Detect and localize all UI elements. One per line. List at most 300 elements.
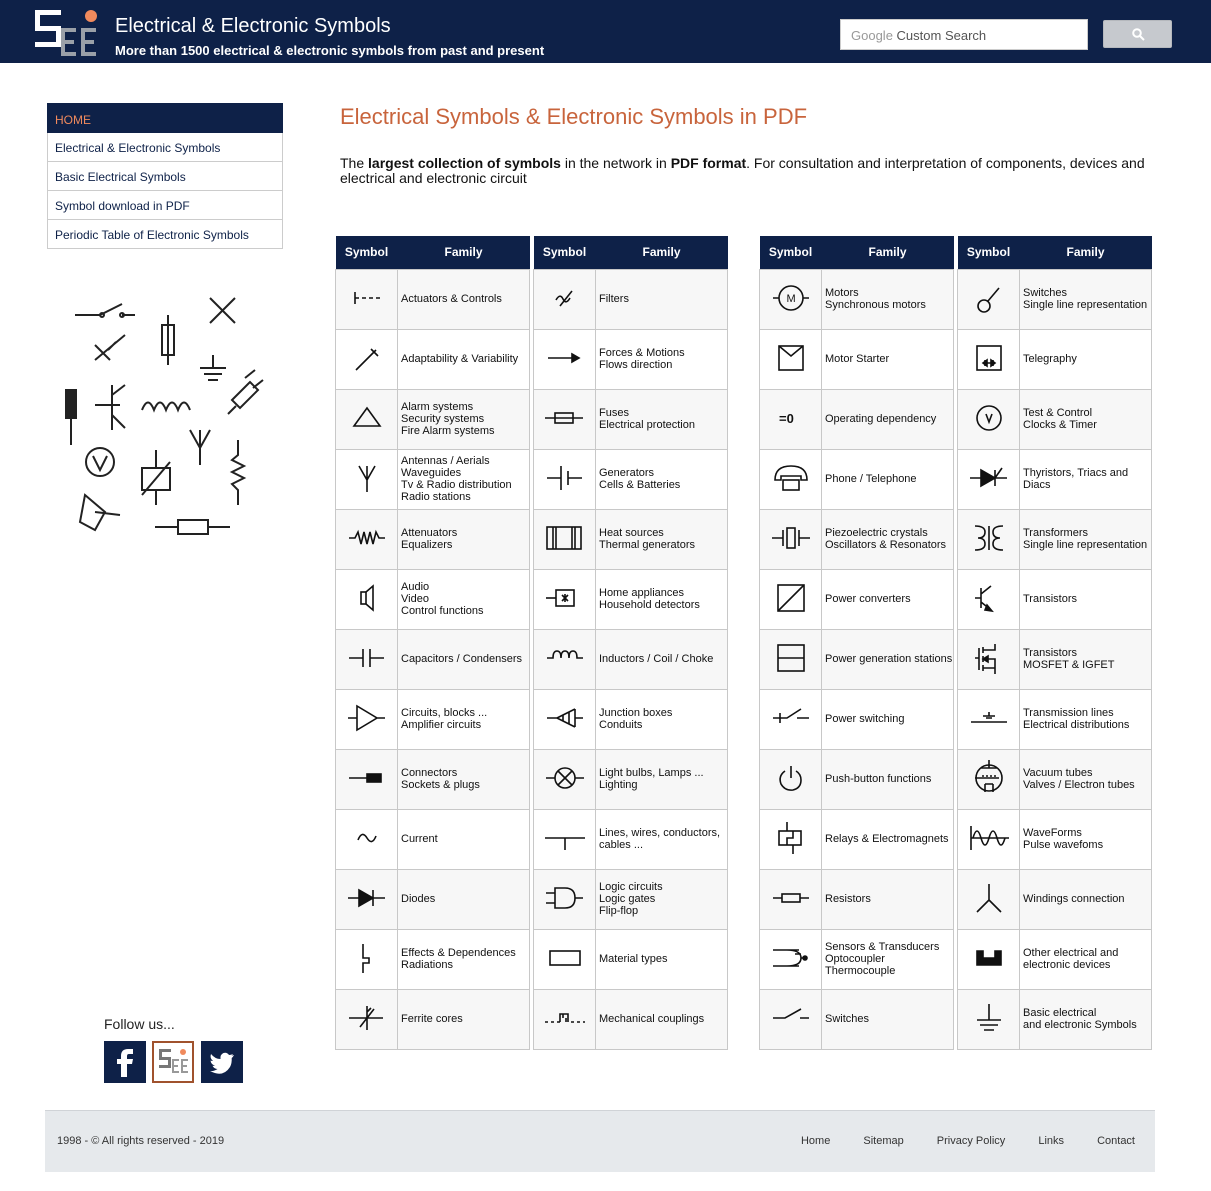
family-label: Telegraphy bbox=[1023, 353, 1077, 365]
family-label: Diacs bbox=[1023, 479, 1051, 491]
junction-icon bbox=[541, 698, 589, 738]
variability-icon bbox=[343, 338, 391, 378]
family-cell[interactable] bbox=[822, 389, 954, 449]
crystal-icon bbox=[767, 518, 815, 558]
symbol-cell[interactable] bbox=[534, 569, 596, 629]
material-icon bbox=[541, 938, 589, 978]
family-label: Connectors bbox=[401, 767, 458, 779]
family-cell[interactable] bbox=[398, 929, 530, 989]
motor-starter-icon bbox=[767, 338, 815, 378]
family-cell[interactable] bbox=[822, 869, 954, 929]
transmission-icon bbox=[965, 698, 1013, 738]
symbol-cell[interactable] bbox=[958, 329, 1020, 389]
family-label: Test & Control bbox=[1023, 407, 1093, 419]
symbol-row[interactable] bbox=[760, 389, 954, 449]
see-follow-button[interactable] bbox=[152, 1041, 194, 1083]
symbol-row[interactable] bbox=[336, 929, 530, 989]
speaker-icon bbox=[343, 578, 391, 618]
symbol-cell[interactable] bbox=[958, 809, 1020, 869]
family-label: Push-button functions bbox=[825, 773, 932, 785]
windings-icon bbox=[965, 878, 1013, 918]
symbol-row[interactable] bbox=[958, 449, 1152, 509]
family-cell[interactable] bbox=[596, 509, 728, 569]
symbol-cell[interactable] bbox=[760, 269, 822, 329]
effects-icon bbox=[343, 938, 391, 978]
symbol-cell[interactable] bbox=[336, 629, 398, 689]
symbol-row[interactable] bbox=[336, 749, 530, 809]
family-label: Forces & Motions bbox=[599, 347, 685, 359]
family-label: Material types bbox=[599, 953, 668, 965]
family-label: Conduits bbox=[599, 719, 643, 731]
family-cell[interactable] bbox=[596, 929, 728, 989]
header-family: Family bbox=[398, 236, 530, 269]
symbol-cell[interactable] bbox=[336, 569, 398, 629]
family-label: Control functions bbox=[401, 605, 484, 617]
symbol-row[interactable] bbox=[958, 989, 1152, 1049]
symbol-table-1 bbox=[335, 236, 530, 1050]
symbol-cell[interactable] bbox=[760, 929, 822, 989]
symbol-row[interactable] bbox=[958, 749, 1152, 809]
symbol-row[interactable] bbox=[958, 689, 1152, 749]
dependency-icon bbox=[767, 398, 815, 438]
symbol-cell[interactable] bbox=[336, 269, 398, 329]
family-cell[interactable] bbox=[1020, 449, 1152, 509]
generation-icon bbox=[767, 638, 815, 678]
symbol-row[interactable] bbox=[336, 629, 530, 689]
family-cell[interactable] bbox=[822, 929, 954, 989]
symbol-cell[interactable] bbox=[760, 569, 822, 629]
family-label: Tv & Radio distribution bbox=[401, 479, 512, 491]
symbol-row[interactable] bbox=[958, 629, 1152, 689]
symbol-row[interactable] bbox=[534, 629, 728, 689]
family-label: and electronic Symbols bbox=[1023, 1019, 1137, 1031]
mosfet-icon bbox=[965, 638, 1013, 678]
header-family: Family bbox=[1020, 236, 1152, 269]
family-cell[interactable] bbox=[1020, 629, 1152, 689]
symbol-cell[interactable] bbox=[760, 389, 822, 449]
single-switch-icon bbox=[965, 278, 1013, 318]
symbol-cell[interactable] bbox=[958, 629, 1020, 689]
ac-current-icon bbox=[343, 818, 391, 858]
family-cell[interactable] bbox=[596, 329, 728, 389]
family-label: Lighting bbox=[599, 779, 638, 791]
family-label: Attenuators bbox=[401, 527, 458, 539]
resistor-icon bbox=[767, 878, 815, 918]
family-label: Motor Starter bbox=[825, 353, 890, 365]
family-label: Filters bbox=[599, 293, 629, 305]
symbol-cell[interactable] bbox=[958, 929, 1020, 989]
family-cell[interactable] bbox=[1020, 329, 1152, 389]
symbol-table-header bbox=[534, 236, 728, 269]
family-cell[interactable] bbox=[596, 449, 728, 509]
thyristor-icon bbox=[965, 458, 1013, 498]
symbol-cell[interactable] bbox=[336, 329, 398, 389]
symbol-cell[interactable] bbox=[958, 749, 1020, 809]
sensor-icon bbox=[767, 938, 815, 978]
symbol-cell[interactable] bbox=[958, 269, 1020, 329]
facebook-button[interactable] bbox=[104, 1041, 146, 1083]
family-label: Radiations bbox=[401, 959, 453, 971]
other-icon bbox=[965, 938, 1013, 978]
family-cell[interactable] bbox=[596, 689, 728, 749]
symbol-row[interactable] bbox=[336, 569, 530, 629]
symbol-cell[interactable] bbox=[958, 389, 1020, 449]
family-cell[interactable] bbox=[1020, 929, 1152, 989]
family-label: Valves / Electron tubes bbox=[1023, 779, 1135, 791]
family-label: Fuses bbox=[599, 407, 629, 419]
footer-link-contact[interactable]: Contact bbox=[1097, 1135, 1135, 1147]
battery-icon bbox=[541, 458, 589, 498]
symbol-cell[interactable] bbox=[336, 449, 398, 509]
family-cell[interactable] bbox=[596, 749, 728, 809]
symbol-cell[interactable] bbox=[534, 269, 596, 329]
symbol-cell[interactable] bbox=[336, 869, 398, 929]
symbol-row[interactable] bbox=[336, 329, 530, 389]
family-label: Ferrite cores bbox=[401, 1013, 463, 1025]
family-cell[interactable] bbox=[398, 689, 530, 749]
ferrite-icon bbox=[343, 998, 391, 1038]
symbol-row[interactable] bbox=[534, 269, 728, 329]
symbol-cell[interactable] bbox=[336, 929, 398, 989]
family-cell[interactable] bbox=[1020, 569, 1152, 629]
header-symbol: Symbol bbox=[534, 236, 596, 269]
symbol-row[interactable] bbox=[760, 929, 954, 989]
nav-item-symbol-download-pdf[interactable]: Symbol download in PDF bbox=[47, 191, 283, 220]
family-label: MOSFET & IGFET bbox=[1023, 659, 1115, 671]
page-title: Electrical Symbols & Electronic Symbols in PDF bbox=[340, 104, 808, 129]
symbol-cell[interactable] bbox=[534, 809, 596, 869]
symbol-cell[interactable] bbox=[760, 509, 822, 569]
symbol-cell[interactable] bbox=[760, 989, 822, 1049]
symbol-row[interactable] bbox=[534, 989, 728, 1049]
capacitor-icon bbox=[343, 638, 391, 678]
symbol-row[interactable] bbox=[534, 569, 728, 629]
site-logo[interactable] bbox=[33, 8, 103, 58]
symbol-row[interactable] bbox=[336, 389, 530, 449]
twitter-button[interactable] bbox=[201, 1041, 243, 1083]
intro-text: The largest collection of symbols in the network in PDF format. For consultation and interpretation of components, devices and electrical and electronic circuit bbox=[340, 155, 1145, 186]
family-label: Relays & Electromagnets bbox=[825, 833, 949, 845]
symbol-row[interactable] bbox=[534, 329, 728, 389]
symbol-row[interactable] bbox=[958, 329, 1152, 389]
family-cell[interactable] bbox=[398, 809, 530, 869]
alarm-icon bbox=[343, 398, 391, 438]
nav-item-electrical-electronic-symbols[interactable]: Electrical & Electronic Symbols bbox=[47, 133, 283, 162]
symbol-row[interactable] bbox=[760, 809, 954, 869]
family-label: Capacitors / Condensers bbox=[401, 653, 523, 665]
family-label: Video bbox=[401, 593, 429, 605]
lamp-icon bbox=[541, 758, 589, 798]
symbol-row[interactable] bbox=[958, 929, 1152, 989]
family-cell[interactable] bbox=[1020, 389, 1152, 449]
search-icon bbox=[1132, 28, 1145, 41]
family-cell[interactable] bbox=[398, 449, 530, 509]
family-label: Amplifier circuits bbox=[401, 719, 482, 731]
family-cell[interactable] bbox=[822, 329, 954, 389]
heater-icon bbox=[541, 518, 589, 558]
family-cell[interactable] bbox=[822, 269, 954, 329]
symbol-row[interactable] bbox=[534, 449, 728, 509]
transformer-icon bbox=[965, 518, 1013, 558]
site-subtitle: More than 1500 electrical & electronic symbols from past and present bbox=[115, 43, 545, 58]
family-label: Transformers bbox=[1023, 527, 1088, 539]
family-label: Lines, wires, conductors, bbox=[599, 827, 721, 839]
family-cell[interactable] bbox=[822, 509, 954, 569]
search-placeholder: Google Custom Search bbox=[851, 28, 987, 43]
symbol-row[interactable] bbox=[534, 389, 728, 449]
family-cell[interactable] bbox=[398, 569, 530, 629]
attenuator-icon bbox=[343, 518, 391, 558]
symbol-cell[interactable] bbox=[534, 689, 596, 749]
symbol-cell[interactable] bbox=[760, 869, 822, 929]
power-icon bbox=[767, 758, 815, 798]
search-input[interactable] bbox=[840, 19, 1088, 50]
family-label: Optocoupler bbox=[825, 953, 885, 965]
symbol-row[interactable] bbox=[336, 449, 530, 509]
symbol-cell[interactable] bbox=[534, 629, 596, 689]
family-label: Switches bbox=[825, 1013, 870, 1025]
family-label: Switches bbox=[1023, 287, 1068, 299]
symbol-cell[interactable] bbox=[534, 509, 596, 569]
symbol-row[interactable] bbox=[336, 869, 530, 929]
family-label: Power generation stations bbox=[825, 653, 953, 665]
motor-icon bbox=[767, 278, 815, 318]
header-family: Family bbox=[822, 236, 954, 269]
symbol-row[interactable] bbox=[760, 869, 954, 929]
symbol-cell[interactable] bbox=[534, 329, 596, 389]
fuse-icon bbox=[541, 398, 589, 438]
family-label: Synchronous motors bbox=[825, 299, 926, 311]
symbol-cell[interactable] bbox=[336, 749, 398, 809]
symbol-cell[interactable] bbox=[534, 749, 596, 809]
family-label: Equalizers bbox=[401, 539, 453, 551]
symbol-row[interactable] bbox=[336, 689, 530, 749]
symbol-cell[interactable] bbox=[958, 569, 1020, 629]
waveform-icon bbox=[965, 818, 1013, 858]
symbol-row[interactable] bbox=[534, 749, 728, 809]
symbol-row[interactable] bbox=[958, 269, 1152, 329]
symbol-cell[interactable] bbox=[760, 449, 822, 509]
symbol-row[interactable] bbox=[760, 449, 954, 509]
family-cell[interactable] bbox=[1020, 689, 1152, 749]
diode-icon bbox=[343, 878, 391, 918]
symbol-row[interactable] bbox=[958, 809, 1152, 869]
family-cell[interactable] bbox=[1020, 869, 1152, 929]
svg-text:M: M bbox=[786, 292, 796, 305]
symbol-row[interactable] bbox=[336, 509, 530, 569]
family-cell[interactable] bbox=[822, 689, 954, 749]
switch-open-icon bbox=[767, 998, 815, 1038]
symbol-row[interactable] bbox=[534, 809, 728, 869]
decorative-symbols-illustration bbox=[60, 290, 270, 550]
symbol-row[interactable] bbox=[958, 509, 1152, 569]
family-label: Electrical protection bbox=[599, 419, 695, 431]
symbol-cell[interactable] bbox=[958, 509, 1020, 569]
symbol-cell[interactable] bbox=[336, 989, 398, 1049]
family-label: Diodes bbox=[401, 893, 436, 905]
symbol-cell[interactable] bbox=[958, 449, 1020, 509]
symbol-cell[interactable] bbox=[760, 329, 822, 389]
family-label: Inductors / Coil / Choke bbox=[599, 653, 714, 665]
symbol-cell[interactable] bbox=[336, 509, 398, 569]
family-label: Operating dependency bbox=[825, 413, 937, 425]
symbol-cell[interactable] bbox=[534, 389, 596, 449]
symbol-cell[interactable] bbox=[534, 449, 596, 509]
family-cell[interactable] bbox=[398, 329, 530, 389]
nav-item-home[interactable]: HOME bbox=[47, 103, 283, 133]
search-button[interactable] bbox=[1103, 20, 1172, 48]
symbol-table-header bbox=[336, 236, 530, 269]
antenna-icon bbox=[343, 458, 391, 498]
symbol-cell[interactable] bbox=[760, 749, 822, 809]
symbol-cell[interactable] bbox=[336, 689, 398, 749]
family-cell[interactable] bbox=[596, 389, 728, 449]
family-label: Sensors & Transducers bbox=[825, 941, 940, 953]
family-cell[interactable] bbox=[1020, 749, 1152, 809]
family-label: Single line representation bbox=[1023, 299, 1148, 311]
symbol-row[interactable] bbox=[336, 809, 530, 869]
family-label: Cells & Batteries bbox=[599, 479, 681, 491]
family-cell[interactable] bbox=[596, 269, 728, 329]
family-label: Home appliances bbox=[599, 587, 684, 599]
symbol-row[interactable] bbox=[958, 389, 1152, 449]
symbol-row[interactable] bbox=[534, 869, 728, 929]
family-cell[interactable] bbox=[398, 509, 530, 569]
family-cell[interactable] bbox=[822, 449, 954, 509]
footer-link-sitemap[interactable]: Sitemap bbox=[863, 1135, 904, 1147]
family-label: Logic circuits bbox=[599, 881, 663, 893]
symbol-row[interactable] bbox=[760, 629, 954, 689]
family-label: Waveguides bbox=[401, 467, 462, 479]
family-cell[interactable] bbox=[1020, 989, 1152, 1049]
symbol-cell[interactable] bbox=[534, 929, 596, 989]
header-symbol: Symbol bbox=[958, 236, 1020, 269]
family-label: Transistors bbox=[1023, 593, 1077, 605]
family-cell[interactable] bbox=[822, 629, 954, 689]
footer-link-links[interactable]: Links bbox=[1038, 1135, 1065, 1147]
family-label: Single line representation bbox=[1023, 539, 1148, 551]
family-label: Sockets & plugs bbox=[401, 779, 480, 791]
family-label: Heat sources bbox=[599, 527, 664, 539]
family-cell[interactable] bbox=[1020, 269, 1152, 329]
connector-icon bbox=[343, 758, 391, 798]
site-title[interactable]: Electrical & Electronic Symbols bbox=[115, 15, 391, 37]
symbol-row[interactable] bbox=[760, 749, 954, 809]
symbol-cell[interactable] bbox=[958, 689, 1020, 749]
nav-item-periodic-table[interactable]: Periodic Table of Electronic Symbols bbox=[47, 220, 283, 249]
switch-icon bbox=[767, 698, 815, 738]
family-label: Adaptability & Variability bbox=[401, 353, 519, 365]
coupling-icon bbox=[541, 998, 589, 1038]
actuator-icon bbox=[343, 278, 391, 318]
family-cell[interactable] bbox=[398, 269, 530, 329]
family-label: Piezoelectric crystals bbox=[825, 527, 928, 539]
symbol-cell[interactable] bbox=[760, 689, 822, 749]
family-label: Current bbox=[401, 833, 438, 845]
family-cell[interactable] bbox=[596, 869, 728, 929]
family-cell[interactable] bbox=[822, 749, 954, 809]
symbol-cell[interactable] bbox=[760, 629, 822, 689]
symbol-table-2 bbox=[533, 236, 728, 1050]
family-label: Power switching bbox=[825, 713, 905, 725]
family-cell[interactable] bbox=[822, 809, 954, 869]
symbol-cell[interactable] bbox=[534, 869, 596, 929]
family-cell[interactable] bbox=[596, 809, 728, 869]
symbol-row[interactable] bbox=[958, 569, 1152, 629]
family-label: Windings connection bbox=[1023, 893, 1125, 905]
family-label: Transistors bbox=[1023, 647, 1077, 659]
symbol-row[interactable] bbox=[760, 329, 954, 389]
family-cell[interactable] bbox=[398, 629, 530, 689]
family-label: Power converters bbox=[825, 593, 911, 605]
family-label: Mechanical couplings bbox=[599, 1013, 705, 1025]
family-cell[interactable] bbox=[398, 989, 530, 1049]
family-cell[interactable] bbox=[822, 989, 954, 1049]
nav-item-basic-electrical-symbols[interactable]: Basic Electrical Symbols bbox=[47, 162, 283, 191]
family-cell[interactable] bbox=[398, 749, 530, 809]
symbol-row[interactable] bbox=[760, 269, 954, 329]
family-cell[interactable] bbox=[398, 389, 530, 449]
family-label: Resistors bbox=[825, 893, 871, 905]
symbol-cell[interactable] bbox=[336, 389, 398, 449]
symbol-row[interactable] bbox=[534, 689, 728, 749]
family-label: Light bulbs, Lamps ... bbox=[599, 767, 704, 779]
family-label: WaveForms bbox=[1023, 827, 1082, 839]
family-label: Generators bbox=[599, 467, 655, 479]
footer-link-home[interactable]: Home bbox=[800, 1135, 831, 1147]
symbol-cell[interactable] bbox=[760, 809, 822, 869]
symbol-row[interactable] bbox=[534, 509, 728, 569]
family-label: Junction boxes bbox=[599, 707, 673, 719]
family-label: Logic gates bbox=[599, 893, 656, 905]
family-label: cables ... bbox=[599, 839, 644, 851]
family-cell[interactable] bbox=[1020, 509, 1152, 569]
family-cell[interactable] bbox=[596, 989, 728, 1049]
symbol-row[interactable] bbox=[760, 989, 954, 1049]
amplifier-icon bbox=[343, 698, 391, 738]
symbol-row[interactable] bbox=[534, 929, 728, 989]
voltmeter-icon bbox=[965, 398, 1013, 438]
header-family: Family bbox=[596, 236, 728, 269]
symbol-row[interactable] bbox=[336, 269, 530, 329]
symbol-cell[interactable] bbox=[336, 809, 398, 869]
family-label: Motors bbox=[825, 287, 859, 299]
family-label: Effects & Dependences bbox=[401, 947, 516, 959]
symbol-table-header bbox=[760, 236, 954, 269]
family-label: Alarm systems bbox=[401, 401, 474, 413]
symbol-cell[interactable] bbox=[958, 989, 1020, 1049]
family-label: Circuits, blocks ... bbox=[401, 707, 488, 719]
symbol-row[interactable] bbox=[760, 509, 954, 569]
symbol-row[interactable] bbox=[760, 689, 954, 749]
family-label: Fire Alarm systems bbox=[401, 425, 495, 437]
symbol-cell[interactable] bbox=[958, 869, 1020, 929]
family-label: Flows direction bbox=[599, 359, 673, 371]
family-cell[interactable] bbox=[596, 569, 728, 629]
symbol-cell[interactable] bbox=[534, 989, 596, 1049]
footer-link-privacy-policy[interactable]: Privacy Policy bbox=[936, 1135, 1006, 1147]
family-label: Thyristors, Triacs and bbox=[1023, 467, 1129, 479]
family-cell[interactable] bbox=[822, 569, 954, 629]
symbol-row[interactable] bbox=[958, 869, 1152, 929]
family-label: Antennas / Aerials bbox=[401, 455, 490, 467]
family-cell[interactable] bbox=[596, 629, 728, 689]
twitter-icon bbox=[201, 1041, 243, 1083]
symbol-row[interactable] bbox=[336, 989, 530, 1049]
family-cell[interactable] bbox=[398, 869, 530, 929]
symbol-row[interactable] bbox=[760, 569, 954, 629]
family-cell[interactable] bbox=[1020, 809, 1152, 869]
